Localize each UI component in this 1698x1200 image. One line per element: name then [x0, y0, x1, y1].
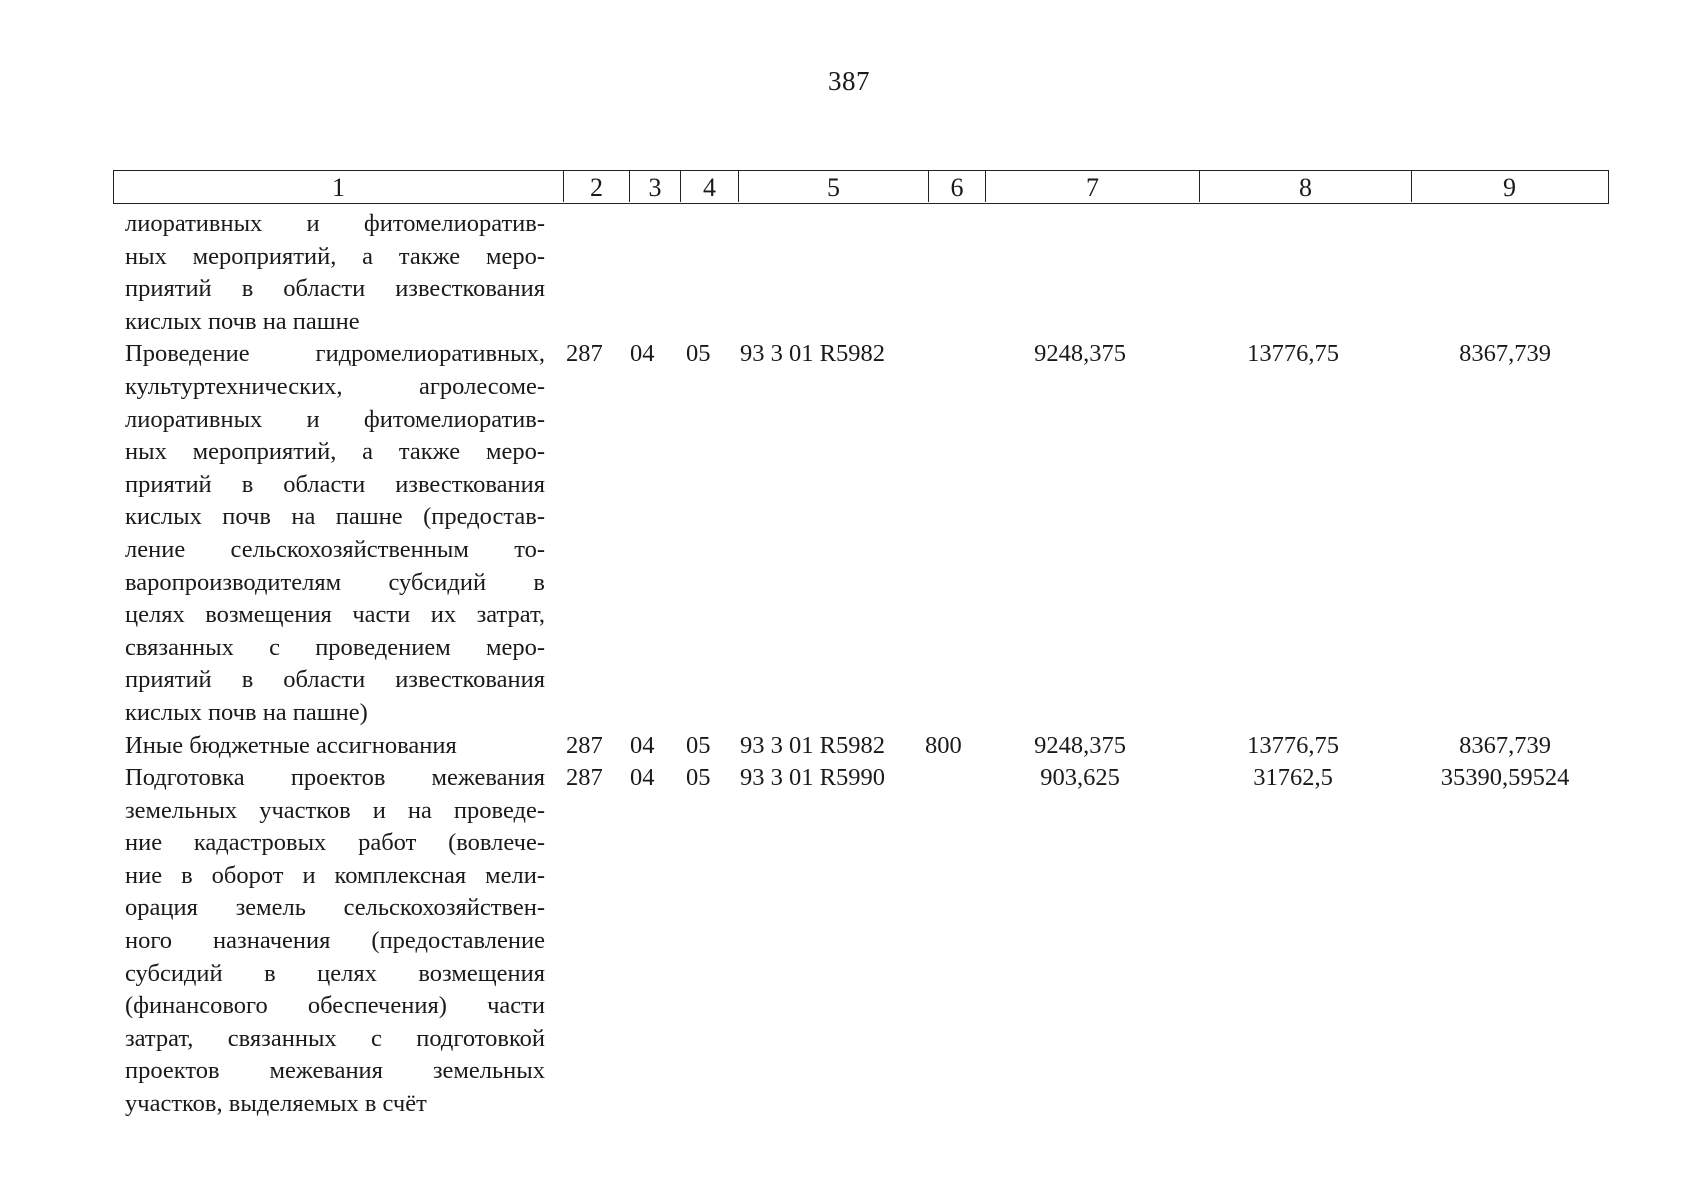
description-line: Подготовка проектов межевания [125, 764, 545, 792]
description-line: лиоративных и фитомелиоратив- [125, 210, 545, 237]
header-col-3: 3 [629, 171, 680, 202]
table-header [113, 170, 1609, 204]
header-col-2: 2 [563, 171, 629, 202]
table-row [0, 762, 1698, 1121]
description-line: ние в оборот и комплексная мели- [125, 861, 545, 889]
cell-col-8: 13776,75 [1247, 340, 1339, 368]
description-line: кислых почв на пашне) [125, 698, 368, 726]
cell-col-8: 13776,75 [1247, 731, 1339, 759]
description-line: целях возмещения части их затрат, [125, 601, 545, 629]
header-col-7: 7 [985, 171, 1199, 202]
description-line: орация земель сельскохозяйствен- [125, 894, 545, 922]
description-line: лиоративных и фитомелиоратив- [125, 405, 545, 433]
description-line: (финансового обеспечения) части [125, 992, 545, 1020]
description-line: ние кадастровых работ (вовлече- [125, 829, 545, 857]
cell-col-2: 287 [566, 764, 603, 792]
description-line: приятий в области известкования [125, 470, 545, 498]
description-line: варопроизводителям субсидий в [125, 568, 545, 596]
cell-col-2: 287 [566, 731, 603, 759]
page-number: 387 [828, 66, 870, 96]
cell-col-5: 93 3 01 R5982 [740, 731, 885, 759]
cell-col-3: 04 [630, 764, 655, 792]
cell-col-3: 04 [630, 340, 655, 368]
description-line: субсидий в целях возмещения [125, 959, 545, 987]
table-body [0, 208, 1698, 1121]
header-col-4: 4 [680, 171, 738, 202]
row-description [125, 338, 545, 729]
cell-col-3: 04 [630, 731, 655, 759]
description-line: Проведение гидромелиоративных, [125, 340, 545, 368]
table-row [0, 208, 1698, 338]
description-line: ного назначения (предоставление [125, 927, 545, 955]
cell-col-8: 31762,5 [1253, 764, 1333, 792]
cell-col-9: 8367,739 [1459, 340, 1551, 368]
description-line: ных мероприятий, а также меро- [125, 242, 545, 270]
cell-col-2: 287 [566, 340, 603, 368]
cell-col-7: 9248,375 [1034, 340, 1126, 368]
cell-col-9: 35390,59524 [1440, 764, 1570, 792]
cell-col-6: 800 [925, 731, 962, 759]
description-line: приятий в области известкования [125, 275, 545, 303]
row-description [125, 208, 545, 338]
row-description [125, 762, 545, 1121]
cell-col-5: 93 3 01 R5990 [740, 764, 885, 792]
description-line: Иные бюджетные ассигнования [125, 731, 457, 759]
header-col-9: 9 [1411, 171, 1607, 202]
row-description [125, 730, 545, 763]
description-line: земельных участков и на проведе- [125, 796, 545, 824]
table-row [0, 338, 1698, 729]
cell-col-4: 05 [686, 340, 711, 368]
description-line: проектов межевания земельных [125, 1057, 545, 1085]
header-col-6: 6 [928, 171, 985, 202]
table-row [0, 730, 1698, 763]
description-line: связанных с проведением меро- [125, 633, 545, 661]
header-col-8: 8 [1199, 171, 1411, 202]
description-line: кислых почв на пашне (предостав- [125, 503, 545, 531]
cell-col-7: 9248,375 [1034, 731, 1126, 759]
cell-col-4: 05 [686, 731, 711, 759]
cell-col-5: 93 3 01 R5982 [740, 340, 885, 368]
description-line: ление сельскохозяйственным то- [125, 535, 545, 563]
header-col-1: 1 [332, 173, 345, 202]
description-line: ных мероприятий, а также меро- [125, 438, 545, 466]
cell-col-4: 05 [686, 764, 711, 792]
description-line: культуртехнических, агролесоме- [125, 372, 545, 400]
description-line: участков, выделяемых в счёт [125, 1090, 427, 1118]
cell-col-9: 8367,739 [1459, 731, 1551, 759]
header-col-5: 5 [738, 171, 928, 202]
description-line: затрат, связанных с подготовкой [125, 1024, 545, 1052]
description-line: кислых почв на пашне [125, 307, 360, 335]
cell-col-7: 903,625 [1040, 764, 1120, 792]
description-line: приятий в области известкования [125, 666, 545, 694]
